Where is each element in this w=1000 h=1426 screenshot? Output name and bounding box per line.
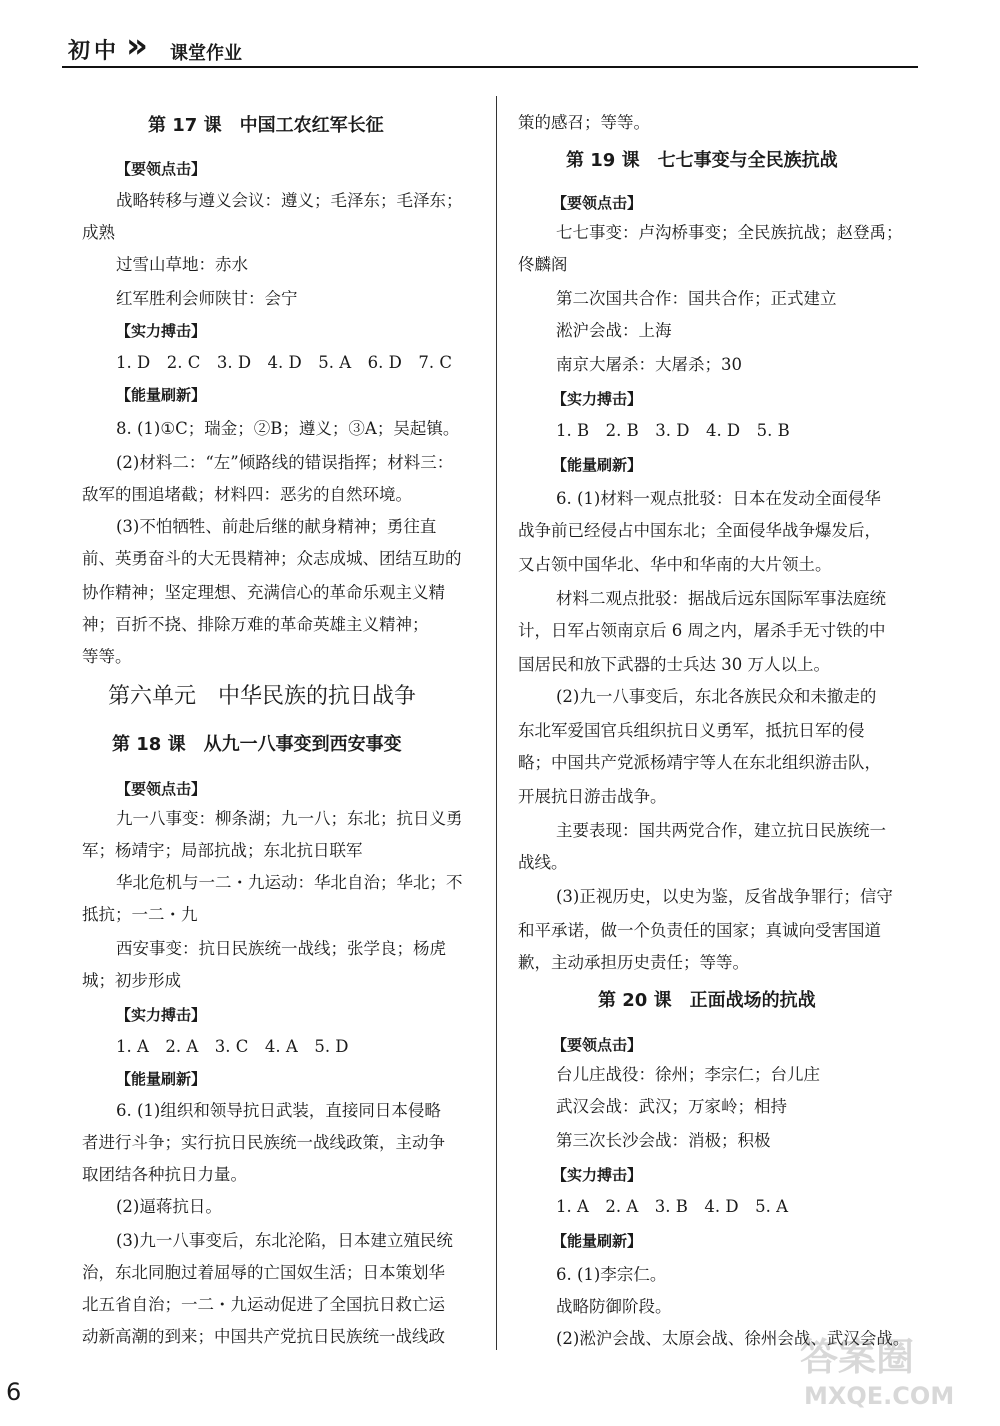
right-text-line: 第三次长沙会战：消极；积极 (556, 1131, 771, 1150)
right-text-line: 战略防御阶段。 (556, 1297, 672, 1316)
left-text-line: 者进行斗争；实行抗日民族统一战线政策，主动争 (82, 1133, 445, 1152)
right-section-heading: 【能量刷新】 (552, 456, 643, 474)
right-text-line: 策的感召；等等。 (518, 113, 650, 132)
left-section-heading: 【能量刷新】 (116, 1070, 207, 1088)
left-text-line: 成熟 (82, 223, 115, 242)
left-text-line: 前、英勇奋斗的大无畏精神；众志成城、团结互助的 (82, 549, 462, 568)
right-text-line: 七七事变：卢沟桥事变；全民族抗战；赵登禹； (556, 223, 903, 242)
right-text-line: 武汉会战：武汉；万家岭；相持 (556, 1097, 787, 1116)
right-text-line: 淞沪会战：上海 (556, 321, 672, 340)
left-section-heading: 【能量刷新】 (116, 386, 207, 404)
left-text-line: (2)逼蒋抗日。 (116, 1197, 222, 1216)
right-text-line: 6. (1)材料一观点批驳：日本在发动全面侵华 (556, 489, 881, 508)
left-text-line: (3)不怕牺牲、前赴后继的献身精神；勇往直 (116, 517, 437, 536)
left-section-heading: 【要领点击】 (116, 780, 207, 798)
right-text-line: 东北军爱国官兵组织抗日义勇军，抵抗日军的侵 (518, 721, 865, 740)
right-text-line: 佟麟阁 (518, 255, 568, 274)
left-text-line: 华北危机与一二・九运动：华北自治；华北；不 (116, 873, 463, 892)
right-section-heading: 【要领点击】 (552, 194, 643, 212)
right-text-line: (2)淞沪会战、太原会战、徐州会战、武汉会战。 (556, 1329, 910, 1348)
left-text-line: 神；百折不挠、排除万难的革命英雄主义精神； (82, 615, 429, 634)
header-book-title: 课堂作业 (170, 43, 242, 64)
right-text-line: (2)九一八事变后，东北各族民众和未撤走的 (556, 687, 877, 706)
watermark-bottom: MXQE.COM (804, 1382, 955, 1410)
right-lesson-title: 第 19 课 七七事变与全民族抗战 (566, 150, 838, 171)
left-section-heading: 【实力搏击】 (116, 1006, 207, 1024)
right-lesson-title: 第 20 课 正面战场的抗战 (598, 990, 816, 1011)
page-number: 6 (6, 1378, 22, 1406)
right-text-line: 主要表现：国共两党合作，建立抗日民族统一 (556, 821, 886, 840)
left-text-line: 九一八事变：柳条湖；九一八；东北；抗日义勇 (116, 809, 463, 828)
right-text-line: 台儿庄战役：徐州；李宗仁；台儿庄 (556, 1065, 820, 1084)
left-text-line: 1. D 2. C 3. D 4. D 5. A 6. D 7. C (116, 353, 452, 372)
right-text-line: 6. (1)李宗仁。 (556, 1265, 667, 1284)
right-text-line: (3)正视历史，以史为鉴，反省战争罪行；信守 (556, 887, 893, 906)
left-text-line: 抵抗；一二・九 (82, 905, 198, 924)
watermark-top: 答案圈 (800, 1335, 915, 1379)
left-text-line: 取团结各种抗日力量。 (82, 1165, 247, 1184)
right-text-line: 南京大屠杀：大屠杀；30 (556, 355, 742, 374)
right-text-line: 战争前已经侵占中国东北；全面侵华战争爆发后， (518, 521, 881, 540)
left-text-line: 8. (1)①C；瑞金；②B；遵义；③A；吴起镇。 (116, 419, 460, 438)
right-text-line: 国居民和放下武器的士兵达 30 万人以上。 (518, 655, 830, 674)
left-unit-title: 第六单元 中华民族的抗日战争 (108, 684, 417, 709)
right-text-line: 歉，主动承担历史责任；等等。 (518, 953, 749, 972)
right-section-heading: 【能量刷新】 (552, 1232, 643, 1250)
left-text-line: 治，东北同胞过着屈辱的亡国奴生活；日本策划华 (82, 1263, 445, 1282)
left-text-line: (2)材料二：“左”倾路线的错误指挥；材料三： (116, 453, 454, 472)
header-grade: 初中 (68, 39, 121, 64)
chevron-icon: » (126, 26, 136, 66)
right-text-line: 战线。 (518, 853, 568, 872)
left-text-line: 红军胜利会师陕甘：会宁 (116, 289, 298, 308)
right-text-line: 1. B 2. B 3. D 4. D 5. B (556, 421, 790, 440)
left-lesson-title: 第 17 课 中国工农红军长征 (148, 115, 384, 136)
left-text-line: 北五省自治；一二・九运动促进了全国抗日救亡运 (82, 1295, 445, 1314)
right-text-line: 计，日军占领南京后 6 周之内，屠杀手无寸铁的中 (518, 621, 886, 640)
watermark-logo (790, 1326, 990, 1412)
right-section-heading: 【实力搏击】 (552, 1166, 643, 1184)
right-text-line: 略；中国共产党派杨靖宇等人在东北组织游击队， (518, 753, 881, 772)
left-lesson-title: 第 18 课 从九一八事变到西安事变 (112, 734, 402, 755)
right-text-line: 又占领中国华北、华中和华南的大片领土。 (518, 555, 832, 574)
right-section-heading: 【要领点击】 (552, 1036, 643, 1054)
left-text-line: 6. (1)组织和领导抗日武装，直接同日本侵略 (116, 1101, 441, 1120)
column-divider (496, 96, 497, 1350)
left-section-heading: 【实力搏击】 (116, 322, 207, 340)
left-text-line: 城；初步形成 (82, 971, 181, 990)
left-text-line: (3)九一八事变后，东北沦陷，日本建立殖民统 (116, 1231, 453, 1250)
right-section-heading: 【实力搏击】 (552, 390, 643, 408)
left-text-line: 军；杨靖宇；局部抗战；东北抗日联军 (82, 841, 363, 860)
left-text-line: 过雪山草地：赤水 (116, 255, 248, 274)
left-text-line: 战略转移与遵义会议：遵义；毛泽东；毛泽东； (116, 191, 463, 210)
left-text-line: 敌军的围追堵截；材料四：恶劣的自然环境。 (82, 485, 412, 504)
page-header (62, 26, 918, 68)
left-text-line: 西安事变：抗日民族统一战线；张学良；杨虎 (116, 939, 446, 958)
right-text-line: 开展抗日游击战争。 (518, 787, 667, 806)
right-text-line: 第二次国共合作：国共合作；正式建立 (556, 289, 837, 308)
left-text-line: 等等。 (82, 647, 132, 666)
right-text-line: 1. A 2. A 3. B 4. D 5. A (556, 1197, 789, 1216)
left-section-heading: 【要领点击】 (116, 160, 207, 178)
left-text-line: 1. A 2. A 3. C 4. A 5. D (116, 1037, 349, 1056)
right-text-line: 和平承诺，做一个负责任的国家；真诚向受害国道 (518, 921, 881, 940)
left-text-line: 动新高潮的到来；中国共产党抗日民族统一战线政 (82, 1327, 445, 1346)
left-text-line: 协作精神；坚定理想、充满信心的革命乐观主义精 (82, 583, 445, 602)
right-text-line: 材料二观点批驳：据战后远东国际军事法庭统 (556, 589, 886, 608)
